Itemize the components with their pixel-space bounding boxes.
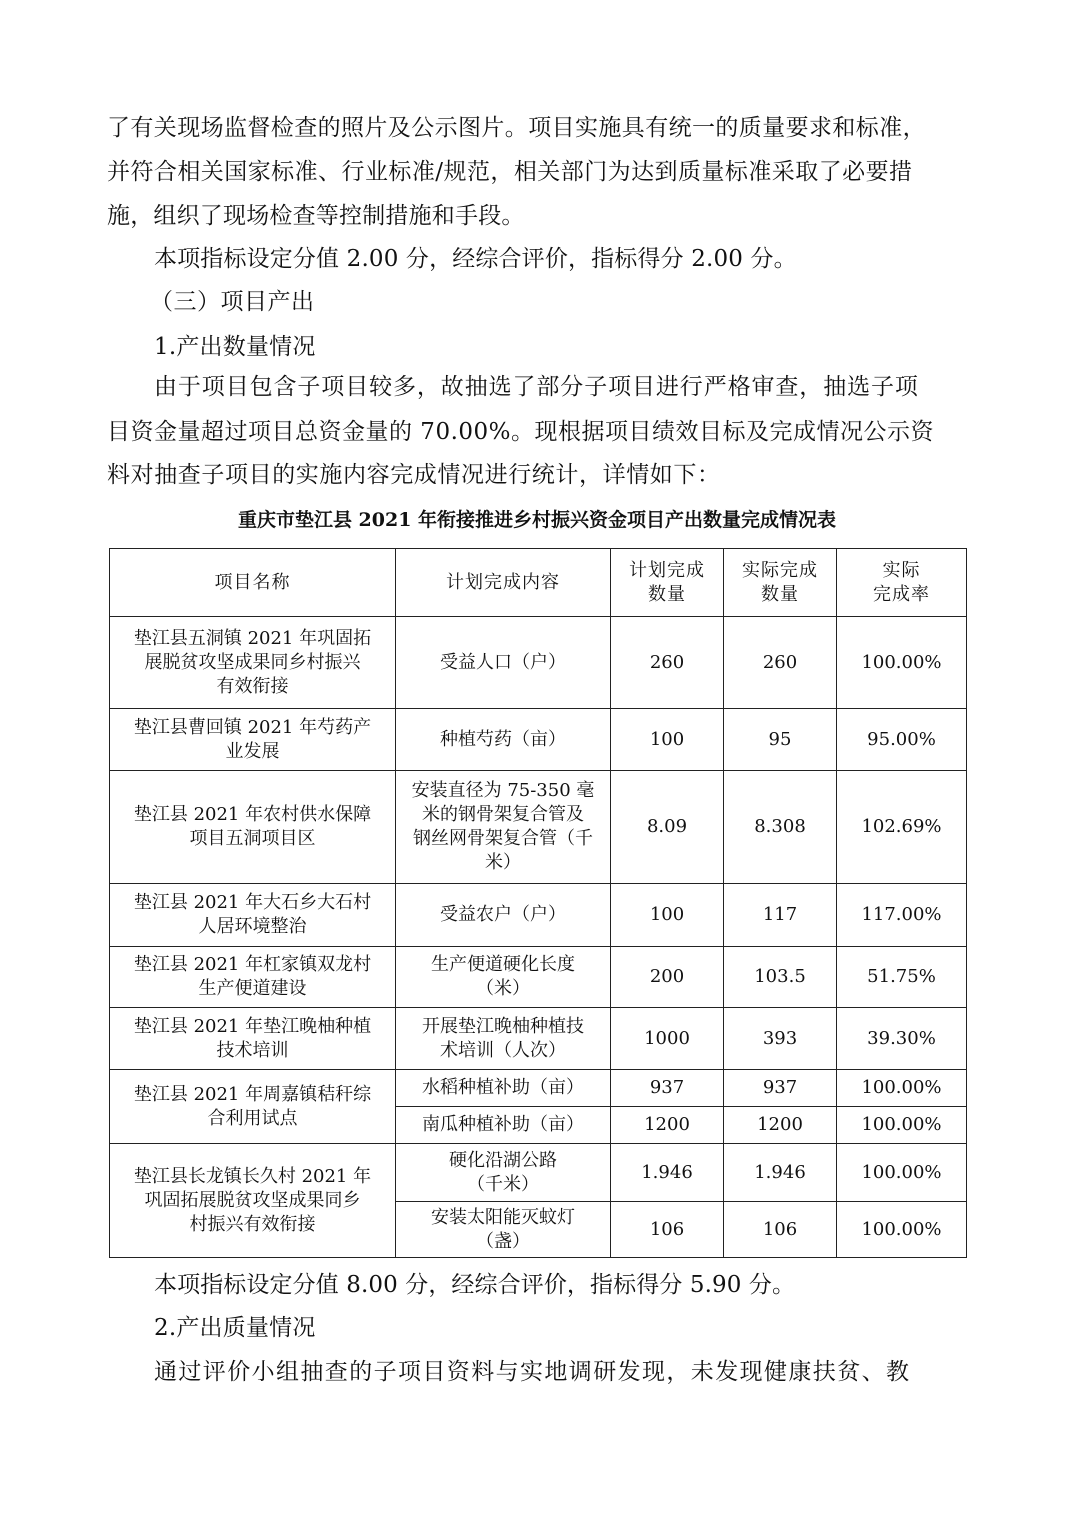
actual-cell: 117: [724, 884, 837, 947]
project-name-cell: 垫江县 2021 年大石乡大石村 人居环境整治: [110, 884, 396, 947]
actual-cell: 260: [724, 617, 837, 709]
rate-cell: 51.75%: [837, 947, 967, 1008]
planned-cell: 100: [611, 709, 724, 771]
project-name-cell: 垫江县曹回镇 2021 年芍药产 业发展: [110, 709, 396, 771]
actual-cell: 95: [724, 709, 837, 771]
table-row: [110, 1070, 967, 1107]
rate-cell: 100.00%: [837, 1107, 967, 1144]
project-name-cell: 垫江县 2021 年农村供水保障 项目五洞项目区: [110, 771, 396, 884]
actual-cell: 1.946: [724, 1144, 837, 1202]
table-row: [110, 1144, 967, 1202]
table-header-row: [110, 549, 967, 617]
rate-cell: 100.00%: [837, 1070, 967, 1107]
rate-cell: 117.00%: [837, 884, 967, 947]
paragraph-line: 目资金量超过项目总资金量的 70.00%。现根据项目绩效目标及完成情况公示资: [107, 419, 935, 445]
subheading-output-quality: 2.产出质量情况: [154, 1315, 316, 1341]
planned-cell: 106: [611, 1202, 724, 1258]
planned-cell: 8.09: [611, 771, 724, 884]
table-row: [110, 617, 967, 709]
rate-cell: 102.69%: [837, 771, 967, 884]
planned-cell: 1200: [611, 1107, 724, 1144]
content-cell: 安装直径为 75-350 毫 米的钢骨架复合管及 钢丝网骨架复合管（千 米）: [396, 771, 611, 884]
rate-cell: 100.00%: [837, 1144, 967, 1202]
rate-cell: 100.00%: [837, 617, 967, 709]
table-row: [110, 884, 967, 947]
score-paragraph: 本项指标设定分值 8.00 分，经综合评价，指标得分 5.90 分。: [154, 1272, 796, 1298]
planned-cell: 260: [611, 617, 724, 709]
project-name-cell: 垫江县长龙镇长久村 2021 年 巩固拓展脱贫攻坚成果同乡 村振兴有效衔接: [110, 1144, 396, 1258]
content-cell: 生产便道硬化长度 （米）: [396, 947, 611, 1008]
table-row: [110, 709, 967, 771]
paragraph-line: 并符合相关国家标准、行业标准/规范，相关部门为达到质量标准采取了必要措: [107, 159, 913, 185]
actual-cell: 393: [724, 1008, 837, 1070]
project-name-cell: 垫江县 2021 年垫江晚柚种植 技术培训: [110, 1008, 396, 1070]
content-cell: 安装太阳能灭蚊灯 （盏）: [396, 1202, 611, 1258]
paragraph-line: 了有关现场监督检查的照片及公示图片。项目实施具有统一的质量要求和标准，: [107, 115, 926, 141]
content-cell: 硬化沿湖公路 （千米）: [396, 1144, 611, 1202]
actual-cell: 1200: [724, 1107, 837, 1144]
project-name-cell: 垫江县五洞镇 2021 年巩固拓 展脱贫攻坚成果同乡村振兴 有效衔接: [110, 617, 396, 709]
content-cell: 受益农户（户）: [396, 884, 611, 947]
project-name-cell: 垫江县 2021 年杠家镇双龙村 生产便道建设: [110, 947, 396, 1008]
content-cell: 水稻种植补助（亩）: [396, 1070, 611, 1107]
rate-cell: 39.30%: [837, 1008, 967, 1070]
planned-cell: 100: [611, 884, 724, 947]
actual-cell: 106: [724, 1202, 837, 1258]
project-name-cell: 垫江县 2021 年周嘉镇秸秆综 合利用试点: [110, 1070, 396, 1144]
planned-cell: 200: [611, 947, 724, 1008]
header-actual-quantity: 实际完成 数量: [724, 549, 837, 617]
section-heading: （三）项目产出: [150, 289, 315, 315]
score-paragraph: 本项指标设定分值 2.00 分，经综合评价，指标得分 2.00 分。: [154, 246, 797, 272]
rate-cell: 95.00%: [837, 709, 967, 771]
paragraph-line: 料对抽查子项目的实施内容完成情况进行统计，详情如下：: [107, 462, 721, 488]
content-cell: 南瓜种植补助（亩）: [396, 1107, 611, 1144]
subheading-output-quantity: 1.产出数量情况: [154, 334, 316, 360]
paragraph-line: 通过评价小组抽查的子项目资料与实地调研发现，未发现健康扶贫、教: [154, 1359, 911, 1385]
actual-cell: 937: [724, 1070, 837, 1107]
planned-cell: 1000: [611, 1008, 724, 1070]
planned-cell: 937: [611, 1070, 724, 1107]
rate-cell: 100.00%: [837, 1202, 967, 1258]
header-planned-quantity: 计划完成 数量: [611, 549, 724, 617]
header-project-name: 项目名称: [110, 549, 396, 617]
content-cell: 开展垫江晚柚种植技 术培训（人次）: [396, 1008, 611, 1070]
paragraph-line: 施，组织了现场检查等控制措施和手段。: [107, 203, 525, 229]
table-title: 重庆市垫江县 2021 年衔接推进乡村振兴资金项目产出数量完成情况表: [237, 509, 837, 531]
output-quantity-table: [109, 548, 967, 1258]
header-planned-content: 计划完成内容: [396, 549, 611, 617]
table-row: [110, 1008, 967, 1070]
actual-cell: 8.308: [724, 771, 837, 884]
table-row: [110, 771, 967, 884]
content-cell: 种植芍药（亩）: [396, 709, 611, 771]
planned-cell: 1.946: [611, 1144, 724, 1202]
paragraph-line: 由于项目包含子项目较多，故抽选了部分子项目进行严格审查，抽选子项: [154, 374, 919, 400]
content-cell: 受益人口（户）: [396, 617, 611, 709]
actual-cell: 103.5: [724, 947, 837, 1008]
table-row: [110, 947, 967, 1008]
header-completion-rate: 实际 完成率: [837, 549, 967, 617]
